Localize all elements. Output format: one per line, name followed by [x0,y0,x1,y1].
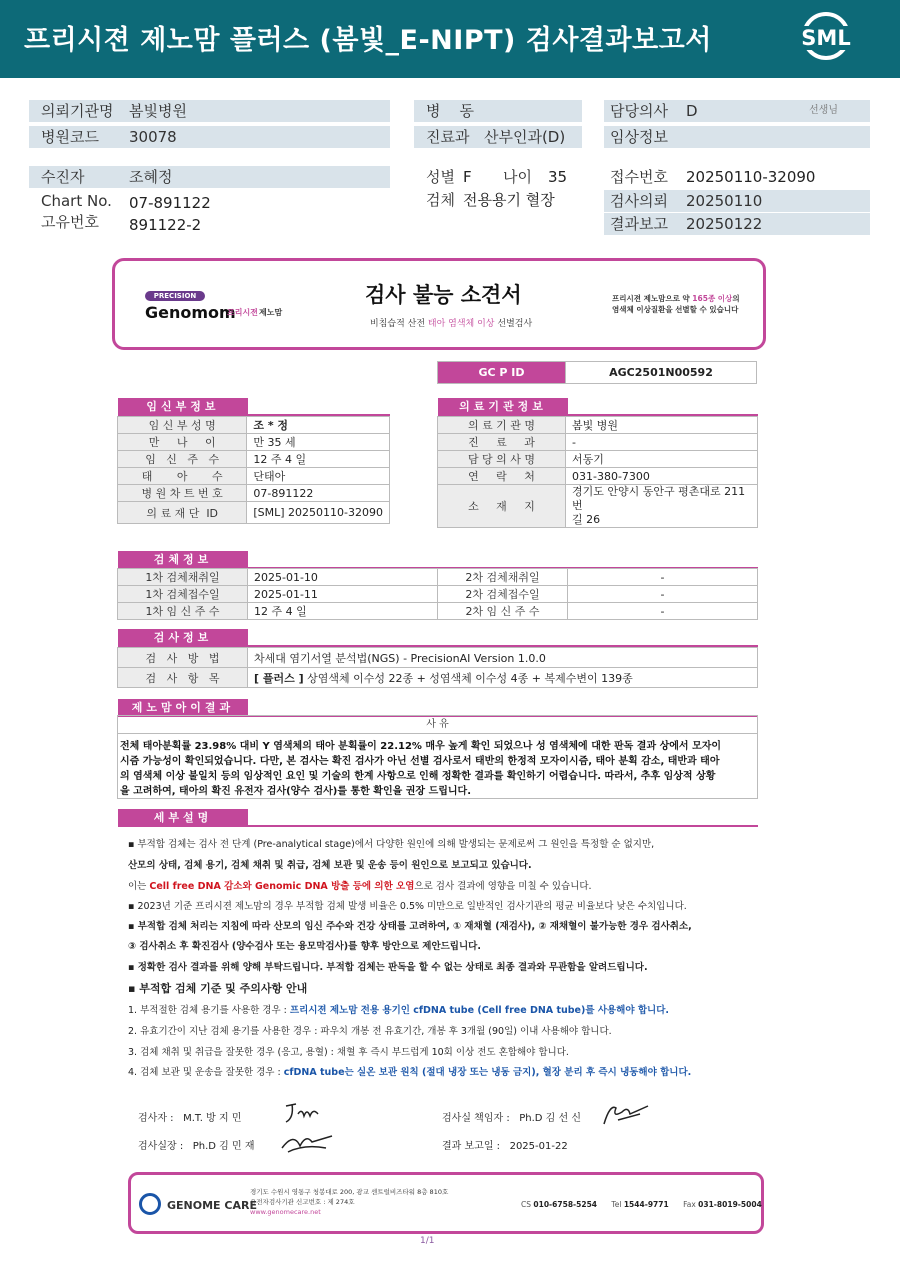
genome-care-logo: GENOME CARE [167,1199,257,1212]
report-header [0,0,900,78]
chart-value: 07-891122 [129,194,211,212]
precision-badge: PRECISION [145,291,205,301]
result-reason-text: 전체 태아분획률 23.98% 대비 Y 염색체의 태아 분획률이 22.12% 매우 높게 확인 되었으나 성 염색체에 대한 판독 결과 상에서 모자이 시즘 가능성이 확인되었습니다. 다만, 본 검사는 확진 검사가 아닌 선별 검사로서 태반의 한정적 모자이시즘, 태아 분획 감소, 태반과 태아 의 염색체 이상 불일치 등의 임상적인 요인 및 기술의 한계 사항으로 인해 정확한 결과를 확인하기 어렵습니다. 따라서, 추후 임상적 상황 을 고려하여, 태아의 확진 유전자 검사(양수 검사)를 통한 확인을 권장 드립니다. [120,741,722,797]
institution-row: 의뢰기관명 봄빛병원 [29,100,390,122]
dept-row: 진료과 산부인과(D) [414,126,582,148]
test-method: 차세대 염기서열 분석법(NGS) - PrecisionAI Version 1.0.0 [248,648,758,668]
report-title: 프리시젼 제노맘 플러스 (봄빛_E-NIPT) 검사결과보고서 [24,25,712,56]
result-reason-box: 사 유 전체 태아분획률 23.98% 대비 Y 염색체의 태아 분획률이 22.12% 매우 높게 확인 되었으나 성 염색체에 대한 판독 결과 상에서 모자이 시즘 가능성이 확인되었습니다. 다만, 본 검사는 확진 검사가 아닌 선별 검사로서 태반의 한정적 모자이시즘, 태아 분획 감소, 태반과 태아 의 염색체 이상 불일치 등의 임상적인 요인 및 기술의 한계 사항으로 인해 정확한 결과를 확인하기 어렵습니다. 따라서, 추후 임상적 상황 을 고려하여, 태아의 확진 유전자 검사(양수 검사)를 통한 확인을 권장 드립니다. [117,715,758,799]
age-label: 나이 [503,168,532,186]
receipt-value: 20250110-32090 [686,168,816,186]
patient-name-value: 조혜정 [129,168,173,186]
chart-label: Chart No. [41,192,112,210]
sex-value: F [463,168,472,186]
specimen-value: 전용용기 혈장 [463,191,555,209]
medical-table: 의 료 기 관 명 봄빛 병원 진 료 과 - 담 당 의 사 명 서동기 연 락 처 031-380-7300 소 재 지 경기도 안양시 동안구 평촌대로 211번 길 26 [437,416,758,528]
footer-contact: CS 010-6758-5254 Tel 1544-9771 Fax 031-8019-5004 [521,1200,762,1209]
gcpid-value: AGC2501N00592 [566,362,757,384]
specimen-label: 검체 [426,191,455,209]
result-section-title: 제노맘아이결과 [118,699,248,716]
genomom-logo: Genomom [145,303,236,322]
footer-website: www.genomecare.net [250,1208,321,1216]
request-value: 20250110 [686,192,763,210]
document-subtitle: 비침습적 산전 태아 염색체 이상 선별검사 [370,319,533,329]
pregnant-section-title: 임신부정보 [118,398,248,415]
age-value: 35 [548,168,568,186]
page-number: 1/1 [420,1236,435,1246]
uid-value: 891122-2 [129,216,202,234]
manager-signature: 검사실 책임자 : Ph.D 김 선 신 [442,1113,581,1124]
pregnant-table: 임 신 부 성 명 조 * 정 만 나 이 만 35 세 임 신 주 수 12 주 4 일 태 아 수 단태아 병 원 차 트 번 호 07-891122 의 료 재 단 ID [SML] 20250110-32090 [117,416,390,524]
hospital-code-row: 병원코드 30078 [29,126,390,148]
footer-address: 경기도 수원시 영통구 청봉대로 200, 광교 센트럴비즈타워 8층 810호 유전자검사기관 신고번호 : 제 274호 www.genomecare.net [250,1188,449,1216]
test-section-title: 검사정보 [118,629,248,646]
sml-logo: SML [796,12,856,66]
director-signature: 검사실장 : Ph.D 김 민 재 [138,1141,255,1152]
uid-label: 고유번호 [41,213,99,231]
sex-label: 성별 [426,168,455,186]
genome-care-logo-icon [139,1193,161,1215]
patient-name-row: 수진자 조혜정 [29,166,390,188]
gcpid-table: GC P ID AGC2501N00592 [437,361,757,384]
specimen-table: 1차 검체채취일 2025-01-10 2차 검체채취일 - 1차 검체접수일 2025-01-11 2차 검체접수일 - 1차 임 신 주 수 12 주 4 일 2차 임 신 주 수 - [117,568,758,620]
director-signature-mark [280,1128,336,1154]
document-title: 검사 불능 소견서 [365,283,522,307]
details-section-title: 세부설명 [118,809,248,826]
test-items: [ 플러스 ] 상염색체 이수성 22종 + 성염색체 이수성 4종 + 복제수변이 139종 [248,668,758,688]
medical-section-title: 의료기관정보 [438,398,568,415]
dept-value: 산부인과(D) [484,128,566,146]
test-table: 검 사 방 법 차세대 염기서열 분석법(NGS) - PrecisionAI Version 1.0.0 검 사 항 목 [ 플러스 ] 상염색체 이수성 22종 + 성염색체 이수성 4종 + 복제수변이 139종 [117,647,758,688]
report-date-row: 결과보고 20250122 [604,213,870,235]
report-date-value: 20250122 [686,215,763,233]
doctor-value: D [686,102,698,120]
footer-frame [128,1172,764,1234]
clinical-row: 임상정보 [604,126,870,148]
brand-note: 프리시젼 제노맘으로 약 165종 이상의 염색체 이상질환을 선별할 수 있습니다 [612,294,740,314]
tester-signature: 검사자 : M.T. 방 지 민 [138,1113,242,1124]
report-date-signature: 결과 보고일 : 2025-01-22 [442,1141,568,1152]
doctor-row: 담당의사 D 선생님 [604,100,870,122]
manager-signature-mark [600,1100,652,1128]
tester-signature-mark [282,1100,322,1126]
ward-row: 병 동 [414,100,582,122]
request-row: 검사의뢰 20250110 [604,190,870,212]
institution-value: 봄빛병원 [129,102,187,120]
receipt-label: 접수번호 [610,168,668,186]
report-title-frame: PRECISION Genomom 프리시젼 제노맘 검사 불능 소견서 비침습적 산전 태아 염색체 이상 선별검사 프리시젼 제노맘으로 약 165종 이상의 염색체 이상질환을 선별할 수 있습니다 [112,258,766,350]
specimen-section-title: 검체정보 [118,551,248,568]
hospital-code-value: 30078 [129,128,177,146]
